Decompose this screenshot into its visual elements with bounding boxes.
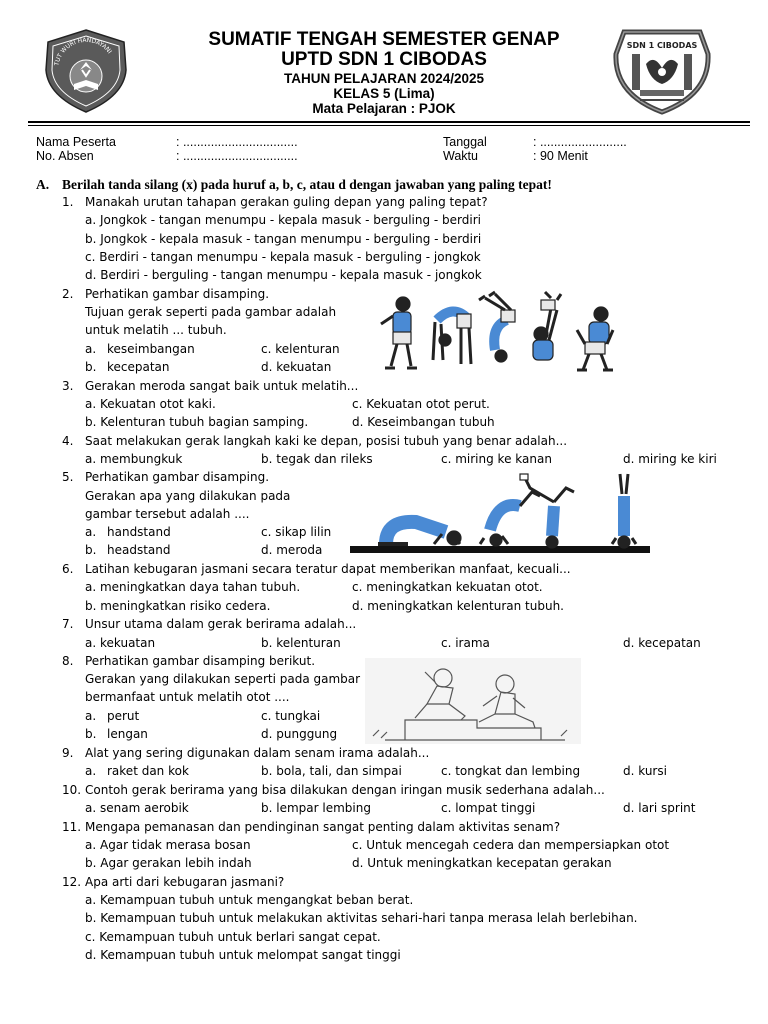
forward-roll-illustration [345, 290, 620, 376]
answer-option[interactable]: c. Kemampuan tubuh untuk berlari sangat cepat. [85, 930, 381, 944]
question-text: untuk melatih ... tubuh. [85, 323, 227, 337]
figure-standing [381, 297, 417, 368]
option-letter[interactable]: b. [85, 543, 97, 557]
subject-label: Mata Pelajaran : PJOK [312, 101, 456, 116]
answer-option[interactable]: d. meroda [261, 543, 323, 557]
question-text: Perhatikan gambar disamping. [85, 287, 270, 301]
answer-option[interactable]: a. Kemampuan tubuh untuk mengangkat beban berat. [85, 893, 414, 907]
answer-option[interactable]: a. Kekuatan otot kaki. [85, 397, 216, 411]
question-text: Apa arti dari kebugaran jasmani? [85, 875, 285, 889]
question-number: 3. [62, 379, 74, 393]
school-year: TAHUN PELAJARAN 2024/2025 [283, 71, 485, 86]
question-text: gambar tersebut adalah .... [85, 507, 250, 521]
answer-option[interactable]: b. kelenturan [261, 636, 341, 650]
answer-option[interactable]: a. membungkuk [85, 452, 183, 466]
question-number: 12. [62, 875, 82, 889]
student-name-field: : ................................. [176, 135, 298, 149]
question-number: 7. [62, 617, 74, 631]
answer-option[interactable]: raket dan kok [107, 764, 189, 778]
answer-option[interactable]: d. punggung [261, 727, 338, 741]
school-emblem-icon [610, 24, 714, 116]
answer-option[interactable]: d. Untuk meningkatkan kecepatan gerakan [352, 856, 612, 870]
question-number: 5. [62, 470, 74, 484]
option-letter[interactable]: a. [85, 764, 97, 778]
section-text: Berilah tanda silang (x) pada huruf a, b, c, atau d dengan jawaban yang paling tepat! [62, 177, 552, 192]
date-field: : ......................... [533, 135, 627, 149]
answer-option[interactable]: b. Agar gerakan lebih indah [85, 856, 252, 870]
header-rule-thick [28, 121, 750, 123]
answer-option[interactable]: keseimbangan [107, 342, 195, 356]
answer-option[interactable]: d. kekuatan [261, 360, 332, 374]
answer-option[interactable]: b. Jongkok - kepala masuk - tangan menumpu - berguling - berdiri [85, 232, 482, 246]
answer-option[interactable]: d. miring ke kiri [623, 452, 717, 466]
answer-option[interactable]: d. kecepatan [623, 636, 701, 650]
question-number: 11. [62, 820, 82, 834]
question-number: 2. [62, 287, 74, 301]
answer-option[interactable]: b. tegak dan rileks [261, 452, 373, 466]
option-letter[interactable]: b. [85, 360, 97, 374]
answer-option[interactable]: a. Jongkok - tangan menumpu - kepala masuk - berguling - berdiri [85, 213, 481, 227]
question-text: Contoh gerak berirama yang bisa dilakukan dengan iringan musik sederhana adalah... [85, 783, 605, 797]
option-letter[interactable]: a. [85, 709, 97, 723]
answer-option[interactable]: a. kekuatan [85, 636, 156, 650]
answer-option[interactable]: d. kursi [623, 764, 667, 778]
answer-option[interactable]: b. bola, tali, dan simpai [261, 764, 402, 778]
answer-option[interactable]: a. Agar tidak merasa bosan [85, 838, 251, 852]
question-text: Tujuan gerak seperti pada gambar adalah [85, 305, 337, 319]
figure-squatting [577, 307, 613, 370]
answer-option[interactable]: c. irama [441, 636, 490, 650]
question-text: Latihan kebugaran jasmani secara teratur dapat memberikan manfaat, kecuali... [85, 562, 571, 576]
exam-title: SUMATIF TENGAH SEMESTER GENAP [208, 29, 560, 50]
question-text: bermanfaat untuk melatih otot .... [85, 690, 290, 704]
question-text: Unsur utama dalam gerak berirama adalah... [85, 617, 357, 631]
answer-option[interactable]: handstand [107, 525, 171, 539]
question-text: Perhatikan gambar disamping. [85, 470, 270, 484]
svg-text:SDN 1 CIBODAS: SDN 1 CIBODAS [626, 41, 698, 50]
section-instruction [36, 177, 552, 193]
absen-label: No. Absen [36, 149, 94, 163]
figure-tucked [533, 292, 561, 360]
answer-option[interactable]: d. Kemampuan tubuh untuk melompat sangat tinggi [85, 948, 401, 962]
class-label: KELAS 5 (Lima) [333, 86, 435, 101]
answer-option[interactable]: c. meningkatkan kekuatan otot. [352, 580, 543, 594]
question-text: Mengapa pemanasan dan pendinginan sangat penting dalam aktivitas senam? [85, 820, 561, 834]
answer-option[interactable]: b. lempar lembing [261, 801, 371, 815]
question-number: 6. [62, 562, 74, 576]
section-letter: A. [36, 177, 50, 192]
question-text: Alat yang sering digunakan dalam senam irama adalah... [85, 746, 430, 760]
question-number: 8. [62, 654, 74, 668]
answer-option[interactable]: b. Kelenturan tubuh bagian samping. [85, 415, 309, 429]
absen-field: : ................................. [176, 149, 298, 163]
option-letter[interactable]: a. [85, 525, 97, 539]
answer-option[interactable]: c. miring ke kanan [441, 452, 552, 466]
question-number: 9. [62, 746, 74, 760]
answer-option[interactable]: c. Kekuatan otot perut. [352, 397, 490, 411]
option-letter[interactable]: a. [85, 342, 97, 356]
answer-option[interactable]: c. Untuk mencegah cedera dan mempersiapkan otot [352, 838, 670, 852]
school-name: UPTD SDN 1 CIBODAS [281, 49, 487, 70]
answer-option[interactable]: c. lompat tinggi [441, 801, 536, 815]
figure-kneeling [378, 522, 461, 545]
question-text: Saat melakukan gerak langkah kaki ke depan, posisi tubuh yang benar adalah... [85, 434, 568, 448]
figure-tuck-up [520, 474, 574, 548]
figure-head-down [480, 492, 540, 546]
date-label: Tanggal [443, 135, 487, 149]
student-name-label: Nama Peserta [36, 135, 116, 149]
sit-up-illustration [365, 658, 581, 744]
question-number: 1. [62, 195, 74, 209]
answer-option[interactable]: d. Keseimbangan tubuh [352, 415, 495, 429]
question-number: 4. [62, 434, 74, 448]
answer-option[interactable]: c. tungkai [261, 709, 321, 723]
answer-option[interactable]: c. sikap lilin [261, 525, 332, 539]
question-number: 10. [62, 783, 82, 797]
time-label: Waktu [443, 149, 478, 163]
answer-option[interactable]: kecepatan [107, 360, 170, 374]
figure-headstand [612, 474, 636, 548]
headstand-illustration [350, 472, 652, 556]
answer-option[interactable]: c. kelenturan [261, 342, 340, 356]
question-text: Perhatikan gambar disamping berikut. [85, 654, 316, 668]
option-letter[interactable]: b. [85, 727, 97, 741]
time-field: : 90 Menit [533, 149, 588, 163]
question-text: Gerakan meroda sangat baik untuk melatih... [85, 379, 359, 393]
header-titles [180, 30, 588, 116]
answer-option[interactable]: b. meningkatkan risiko cedera. [85, 599, 271, 613]
svg-text:TUT WURI HANDAYANI: TUT WURI HANDAYANI [53, 36, 113, 67]
answer-option[interactable]: d. meningkatkan kelenturan tubuh. [352, 599, 564, 613]
answer-option[interactable]: d. lari sprint [623, 801, 696, 815]
answer-option[interactable]: perut [107, 709, 140, 723]
header-rule-thin [28, 125, 750, 126]
answer-option[interactable]: c. Berdiri - tangan menumpu - kepala masuk - berguling - jongkok [85, 250, 481, 264]
exam-header [0, 0, 768, 125]
figure-rolling [479, 292, 515, 362]
question-text: Gerakan apa yang dilakukan pada [85, 489, 291, 503]
answer-option[interactable]: b. Kemampuan tubuh untuk melakukan aktivitas sehari-hari tanpa merasa lelah berlebihan. [85, 911, 638, 925]
answer-option[interactable]: d. Berdiri - berguling - tangan menumpu - kepala masuk - jongkok [85, 268, 482, 282]
answer-option[interactable]: a. senam aerobik [85, 801, 189, 815]
question-text: Manakah urutan tahapan gerakan guling depan yang paling tepat? [85, 195, 488, 209]
answer-option[interactable]: lengan [107, 727, 148, 741]
answer-option[interactable]: a. meningkatkan daya tahan tubuh. [85, 580, 301, 594]
question-text: Gerakan yang dilakukan seperti pada gambar [85, 672, 361, 686]
tut-wuri-handayani-logo-icon [40, 26, 132, 114]
figure-bending [433, 311, 471, 364]
answer-option[interactable]: headstand [107, 543, 171, 557]
answer-option[interactable]: c. tongkat dan lembing [441, 764, 581, 778]
